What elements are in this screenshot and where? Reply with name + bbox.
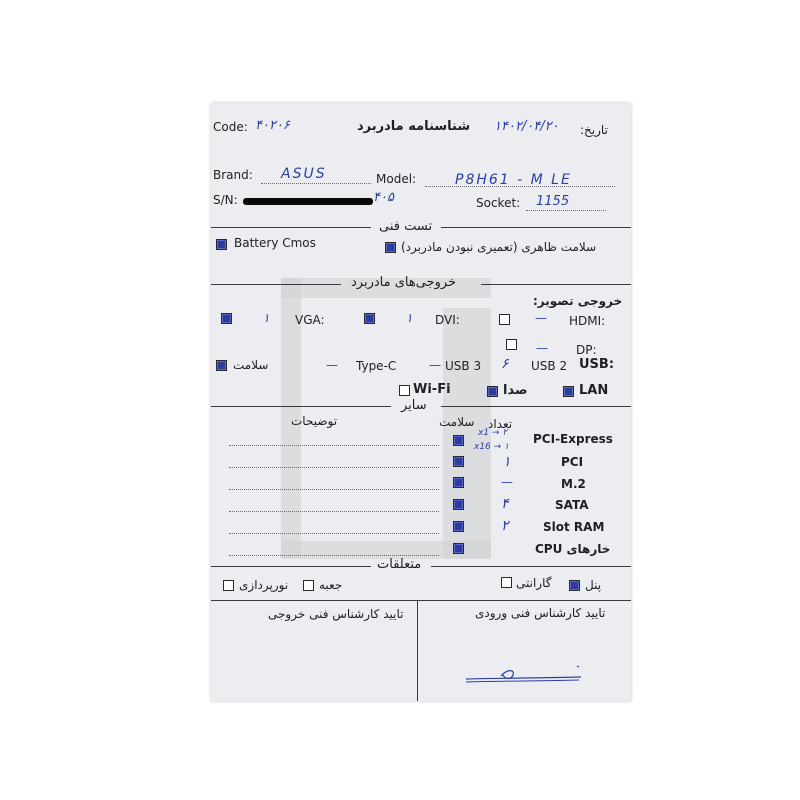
brand-label: Brand:: [213, 168, 253, 182]
sata-label: SATA: [555, 498, 589, 512]
section-line-other-right: [441, 406, 631, 407]
approval-divider: [417, 600, 418, 701]
usb3-label: USB 3: [445, 359, 482, 373]
cpu-pins-label: خارهای CPU: [535, 542, 611, 556]
lan-checkbox[interactable]: [563, 386, 574, 397]
model-value: P8H61 - M LE: [455, 172, 572, 188]
dp-label: DP:: [576, 343, 597, 357]
pci-value: ۱: [503, 454, 511, 470]
pci-health-checkbox[interactable]: [453, 456, 464, 467]
sn-value-tail: ۴۰۵: [373, 190, 394, 205]
socket-line: [526, 210, 606, 211]
col-count: تعداد: [488, 417, 513, 431]
date-label: تاریخ:: [580, 123, 608, 137]
section-line-other-left: [211, 406, 391, 407]
sata-value: ۴: [501, 496, 509, 512]
sound-checkbox[interactable]: [487, 386, 498, 397]
sound-label: صدا: [503, 383, 528, 398]
exit-approval-label: تایید کارشناس فنی خروجی: [268, 607, 404, 621]
model-label: Model:: [376, 172, 417, 186]
warranty-checkbox[interactable]: [501, 577, 512, 588]
pci-label: PCI: [561, 455, 584, 469]
code-value: ۴۰۲۰۶: [255, 118, 290, 133]
col-health: سلامت: [439, 415, 475, 429]
section-line-outputs-left: [211, 284, 341, 285]
col-description: توضیحات: [291, 414, 338, 428]
wifi-checkbox[interactable]: [399, 385, 410, 396]
section-line-outputs-right: [481, 284, 631, 285]
desc-line-5: [229, 533, 439, 534]
code-label: Code:: [213, 120, 248, 134]
accessories-heading: متعلقات: [377, 557, 422, 572]
usb3-value: —: [429, 358, 441, 372]
usb2-value: ۶: [501, 356, 509, 372]
battery-cmos-label: Battery Cmos: [234, 236, 316, 250]
vga-checkbox[interactable]: [221, 313, 232, 324]
m2-health-checkbox[interactable]: [453, 477, 464, 488]
desc-line-1: [229, 445, 439, 446]
tech-test-heading: تست فنی: [379, 219, 433, 234]
pcie-health-checkbox[interactable]: [453, 435, 464, 446]
motherboard-id-form: [211, 103, 631, 701]
desc-line-4: [229, 511, 439, 512]
vga-label: VGA:: [295, 313, 325, 327]
usb-healthy-label: سلامت: [233, 358, 269, 372]
form-title: شناسنامه مادربرد: [357, 119, 471, 134]
sn-redaction: [243, 198, 373, 205]
m2-value: —: [501, 475, 513, 489]
approval-top-line: [211, 600, 631, 601]
typec-value: —: [326, 358, 338, 372]
ram-label: Slot RAM: [543, 520, 605, 534]
box-label: جعبه: [319, 578, 343, 592]
wifi-label: Wi-Fi: [413, 382, 451, 397]
cpu-pins-health-checkbox[interactable]: [453, 543, 464, 554]
dp-value: —: [536, 341, 548, 355]
appearance-checkbox[interactable]: [385, 242, 396, 253]
dvi-value: ۱: [406, 311, 413, 325]
dvi-label: DVI:: [435, 313, 460, 327]
sn-label: S/N:: [213, 193, 238, 207]
lan-label: LAN: [579, 383, 609, 398]
warranty-label: گارانتی: [516, 576, 552, 590]
typec-label: Type-C: [356, 359, 397, 373]
pcie-value-1: x1 → ۲: [478, 428, 508, 438]
ram-health-checkbox[interactable]: [453, 521, 464, 532]
desc-line-2: [229, 467, 439, 468]
sata-health-checkbox[interactable]: [453, 499, 464, 510]
ram-value: ۲: [501, 518, 509, 534]
entry-signature: [461, 661, 591, 685]
desc-line-3: [229, 489, 439, 490]
panel-checkbox[interactable]: [569, 580, 580, 591]
brand-value: ASUS: [281, 166, 327, 182]
hdmi-label: HDMI:: [569, 314, 606, 328]
lighting-checkbox[interactable]: [223, 580, 234, 591]
section-line-tech-left: [211, 227, 371, 228]
vga-value: ۱: [263, 311, 270, 325]
section-line-acc-left: [211, 566, 371, 567]
pcie-value-2: x16 → ۱: [474, 442, 509, 452]
battery-cmos-checkbox[interactable]: [216, 239, 227, 250]
appearance-label: سلامت ظاهری (تعمیری نبودن مادربرد): [401, 240, 597, 254]
date-value: ۱۴۰۲/۰۴/۲۰: [494, 119, 559, 134]
panel-label: پنل: [585, 578, 602, 592]
section-line-acc-right: [431, 566, 631, 567]
dvi-checkbox[interactable]: [364, 313, 375, 324]
m2-label: M.2: [561, 477, 586, 491]
usb-label: USB:: [579, 357, 615, 372]
hdmi-value: —: [535, 311, 547, 325]
outputs-heading: خروجی‌های مادربرد: [351, 275, 457, 290]
usb2-label: USB 2: [531, 359, 568, 373]
brand-line: [261, 183, 371, 184]
socket-label: Socket:: [476, 196, 521, 210]
lighting-label: نورپردازی: [239, 578, 289, 592]
hdmi-checkbox[interactable]: [499, 314, 510, 325]
section-line-tech-right: [441, 227, 631, 228]
other-heading: سایر: [401, 398, 427, 413]
pcie-label: PCI-Express: [533, 432, 613, 446]
dp-checkbox[interactable]: [506, 339, 517, 350]
desc-line-6: [229, 555, 439, 556]
video-output-heading: خروجی تصویر:: [533, 294, 623, 308]
usb-healthy-checkbox[interactable]: [216, 360, 227, 371]
box-checkbox[interactable]: [303, 580, 314, 591]
entry-approval-label: تایید کارشناس فنی ورودی: [475, 606, 606, 620]
socket-value: 1155: [536, 194, 570, 209]
